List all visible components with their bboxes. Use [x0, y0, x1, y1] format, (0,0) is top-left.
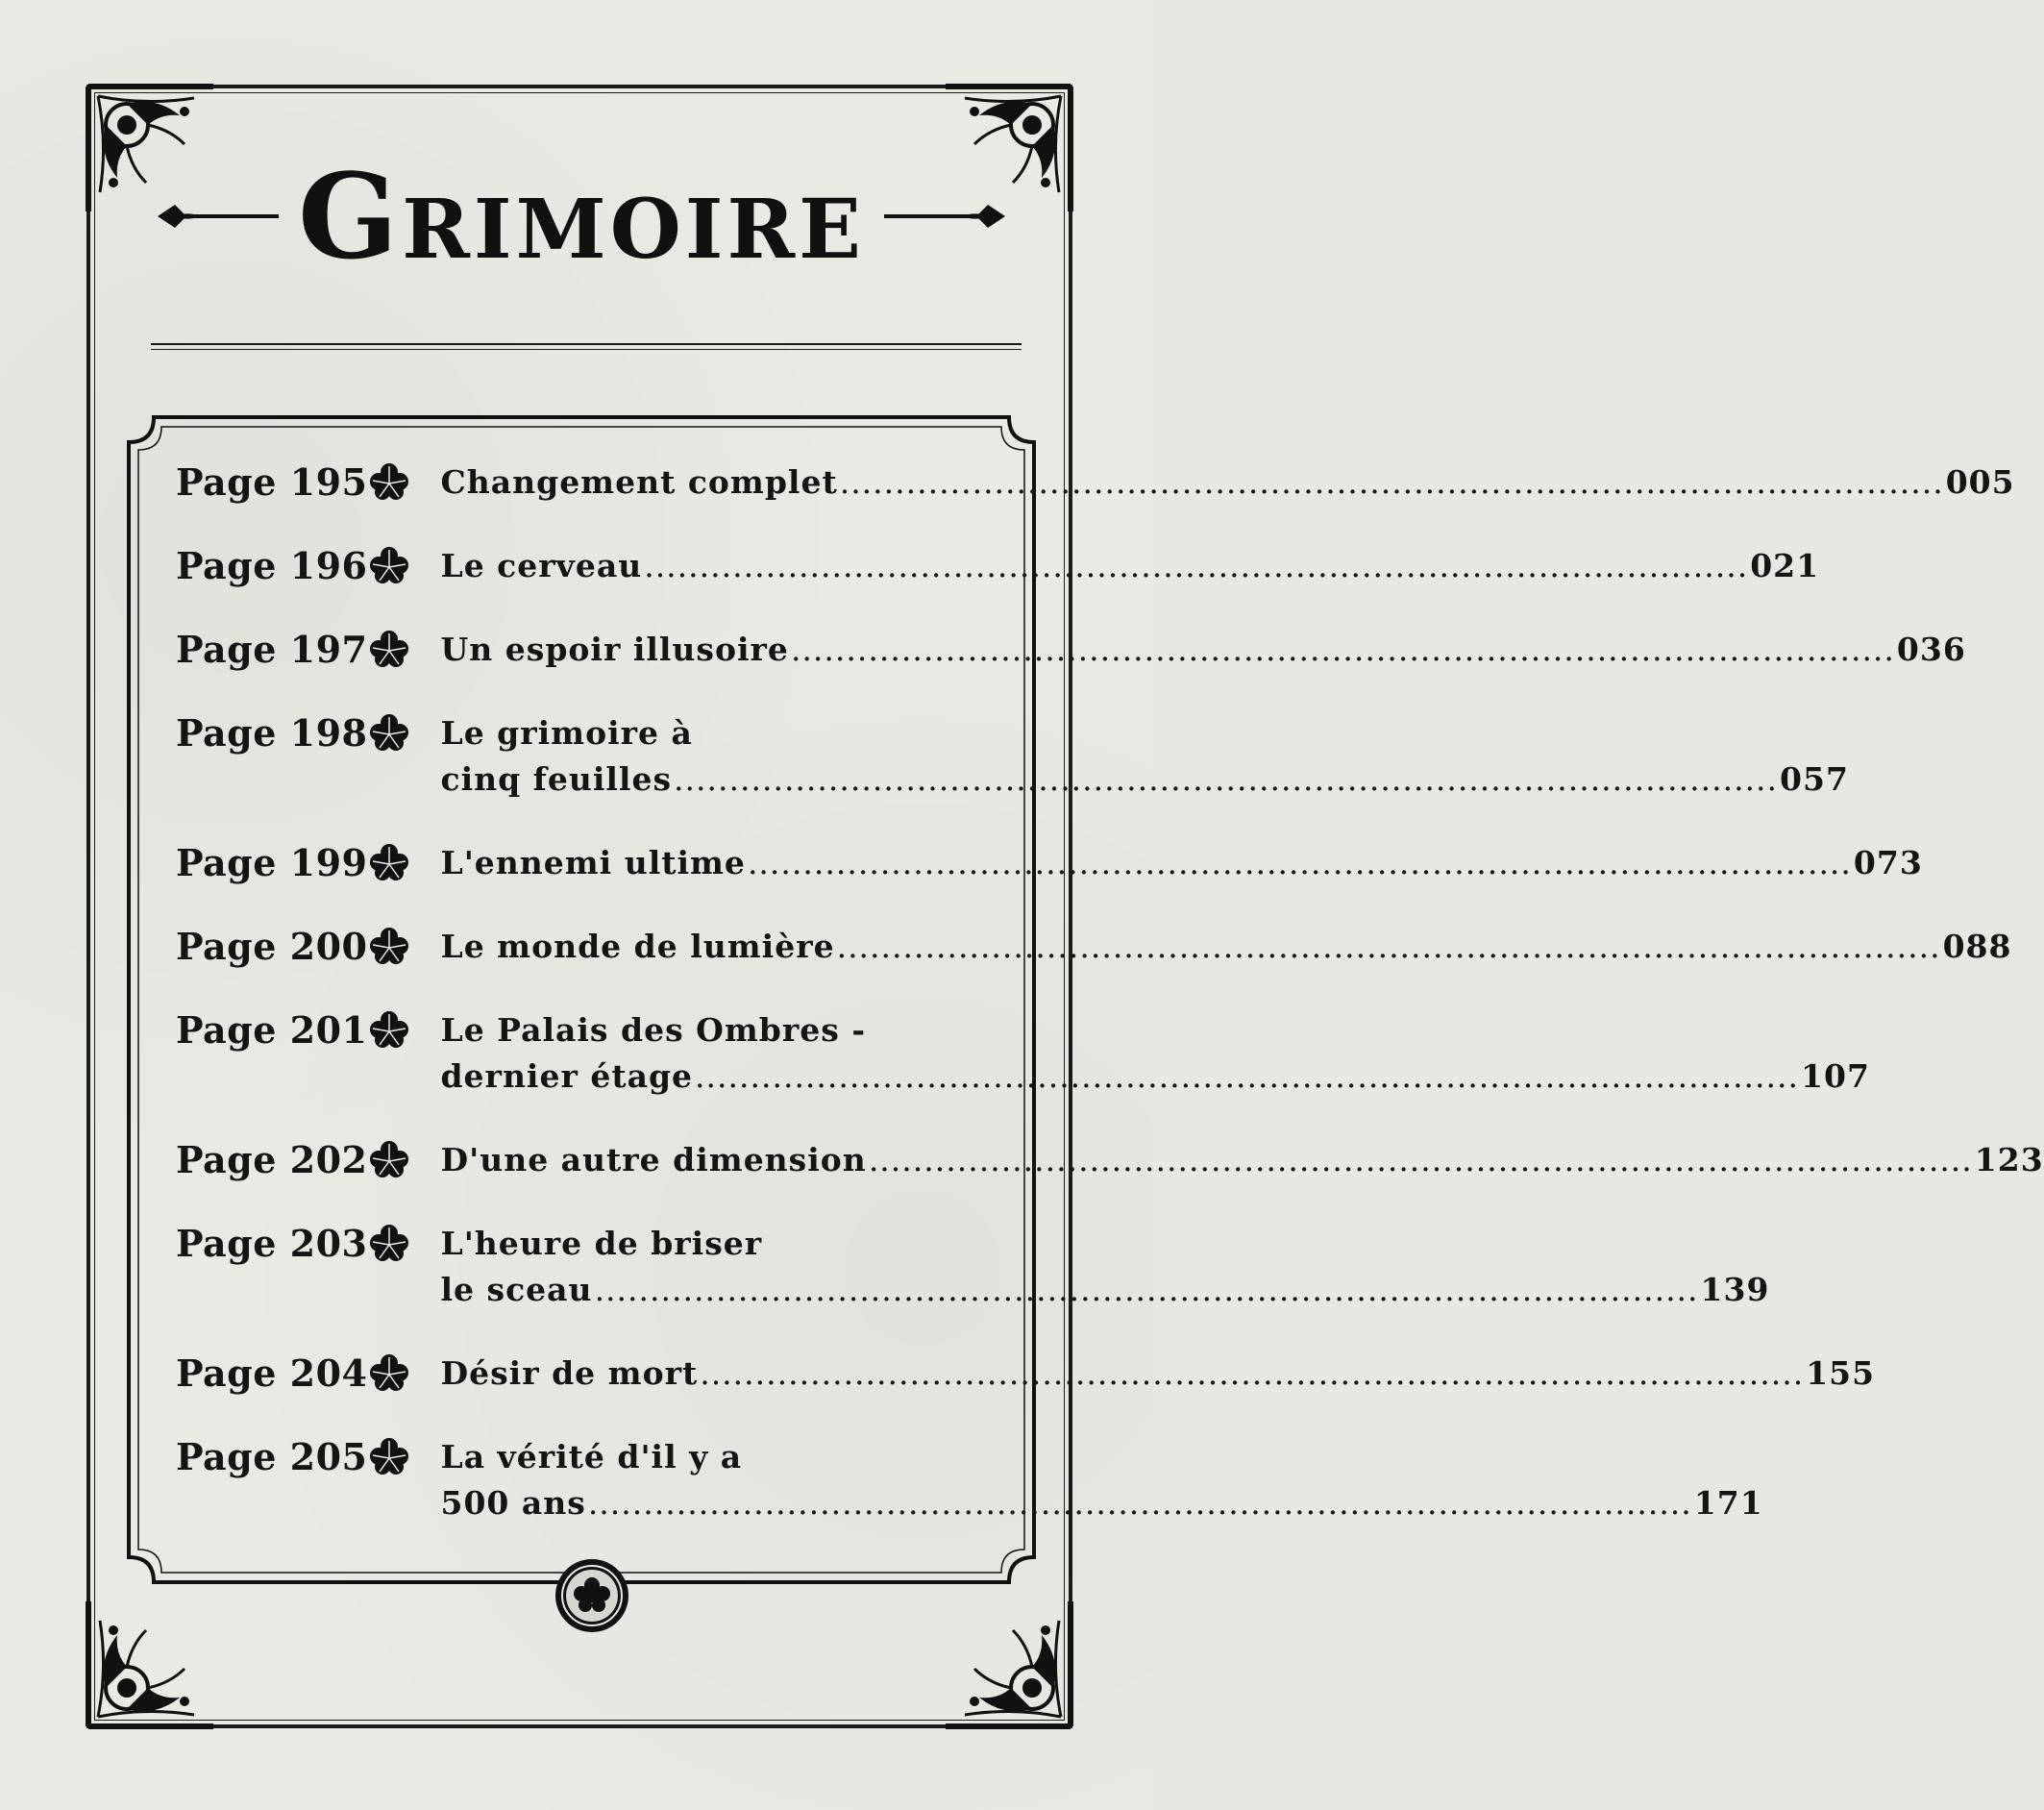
chapter-entry: [440, 459, 2014, 506]
table-of-contents: [176, 459, 2044, 1526]
chapter-page-label: Page 196: [176, 544, 368, 587]
toc-entry: [176, 1007, 1870, 1100]
leader-dots: [840, 459, 1944, 506]
corner-ornament-icon: [946, 1601, 1071, 1726]
chapter-title: La vérité d'il y a: [440, 1438, 743, 1475]
toc-entry: [176, 459, 2015, 506]
chapter-entry: [440, 1137, 2043, 1183]
title-ornament-right-icon: [882, 197, 1007, 236]
leader-dots: [791, 627, 1895, 673]
clover-icon: [367, 1221, 411, 1267]
chapter-start-page: 088: [1942, 928, 2012, 965]
clover-icon: [367, 1007, 411, 1054]
clover-icon: [367, 1137, 411, 1183]
leader-dots: [869, 1137, 1973, 1183]
leader-dots: [837, 924, 1941, 970]
chapter-start-page: 171: [1693, 1484, 1763, 1522]
chapter-title: Le Palais des Ombres -: [440, 1011, 867, 1049]
toc-entry: [176, 840, 1923, 886]
clover-icon: [367, 543, 411, 589]
chapter-start-page: 139: [1700, 1271, 1770, 1308]
chapter-entry: [440, 1434, 1762, 1526]
chapter-start-page: 005: [1945, 463, 2015, 501]
chapter-start-page: 036: [1896, 631, 1966, 668]
toc-entry: [176, 627, 1966, 673]
toc-entry: [176, 710, 1849, 803]
chapter-entry: [440, 924, 2011, 970]
leader-dots: [695, 1054, 1799, 1100]
chapter-page-label: Page 197: [176, 628, 368, 671]
chapter-page-label: Page 201: [176, 1008, 368, 1052]
chapter-page-label: Page 205: [176, 1435, 368, 1478]
chapter-page-label: Page 199: [176, 841, 368, 884]
chapter-title: Désir de mort: [440, 1354, 699, 1392]
chapter-entry: [440, 1007, 1869, 1100]
toc-entry: [176, 1434, 1763, 1526]
chapter-title: Le grimoire à: [440, 714, 693, 752]
chapter-title-continued: 500 ans: [440, 1484, 586, 1522]
clover-icon: [367, 627, 411, 673]
chapter-title: D'une autre dimension: [440, 1141, 867, 1178]
chapter-start-page: 155: [1806, 1354, 1876, 1392]
chapter-start-page: 107: [1801, 1057, 1870, 1095]
chapter-entry: [440, 543, 1819, 589]
chapter-title: Le cerveau: [440, 547, 643, 584]
title-ornament-left-icon: [156, 197, 281, 236]
chapter-title: Changement complet: [440, 463, 838, 501]
leader-dots: [700, 1351, 1804, 1397]
chapter-entry: [440, 710, 1848, 803]
toc-entry: [176, 1221, 1770, 1313]
clover-icon: [367, 459, 411, 506]
chapter-page-label: Page 203: [176, 1222, 368, 1265]
chapter-title: Le monde de lumière: [440, 928, 835, 965]
chapter-entry: [440, 1351, 1875, 1397]
chapter-page-label: Page 202: [176, 1138, 368, 1181]
chapter-title-continued: le sceau: [440, 1271, 593, 1308]
chapter-entry: [440, 627, 1965, 673]
clover-icon: [367, 1351, 411, 1397]
chapter-title-continued: dernier étage: [440, 1057, 694, 1095]
chapter-page-label: Page 200: [176, 925, 368, 968]
chapter-start-page: 073: [1853, 844, 1923, 881]
chapter-title: L'heure de briser: [440, 1225, 763, 1262]
chapter-start-page: 021: [1750, 547, 1820, 584]
leader-dots: [674, 756, 1778, 803]
leader-dots: [588, 1480, 1692, 1526]
chapter-page-label: Page 198: [176, 711, 368, 755]
chapter-entry: [440, 840, 1922, 886]
chapter-title-continued: cinq feuilles: [440, 760, 673, 798]
clover-icon: [367, 924, 411, 970]
chapter-entry: [440, 1221, 1769, 1313]
clover-seal-icon: [554, 1557, 630, 1634]
chapter-page-label: Page 204: [176, 1351, 368, 1395]
chapter-start-page: 123: [1974, 1141, 2044, 1178]
corner-ornament-icon: [88, 1601, 213, 1726]
title-divider: [151, 343, 1022, 350]
chapter-title: Un espoir illusoire: [440, 631, 789, 668]
page-title: Grimoire: [298, 147, 865, 285]
leader-dots: [644, 543, 1748, 589]
clover-icon: [367, 710, 411, 756]
title-row: [135, 144, 1028, 288]
clover-icon: [367, 840, 411, 886]
chapter-start-page: 057: [1780, 760, 1849, 798]
toc-entry: [176, 924, 2012, 970]
toc-entry: [176, 1351, 1876, 1397]
clover-icon: [367, 1434, 411, 1480]
chapter-title: L'ennemi ultime: [440, 844, 746, 881]
toc-entry: [176, 543, 1820, 589]
leader-dots: [748, 840, 1852, 886]
leader-dots: [595, 1267, 1699, 1313]
toc-entry: [176, 1137, 2044, 1183]
chapter-page-label: Page 195: [176, 460, 368, 504]
